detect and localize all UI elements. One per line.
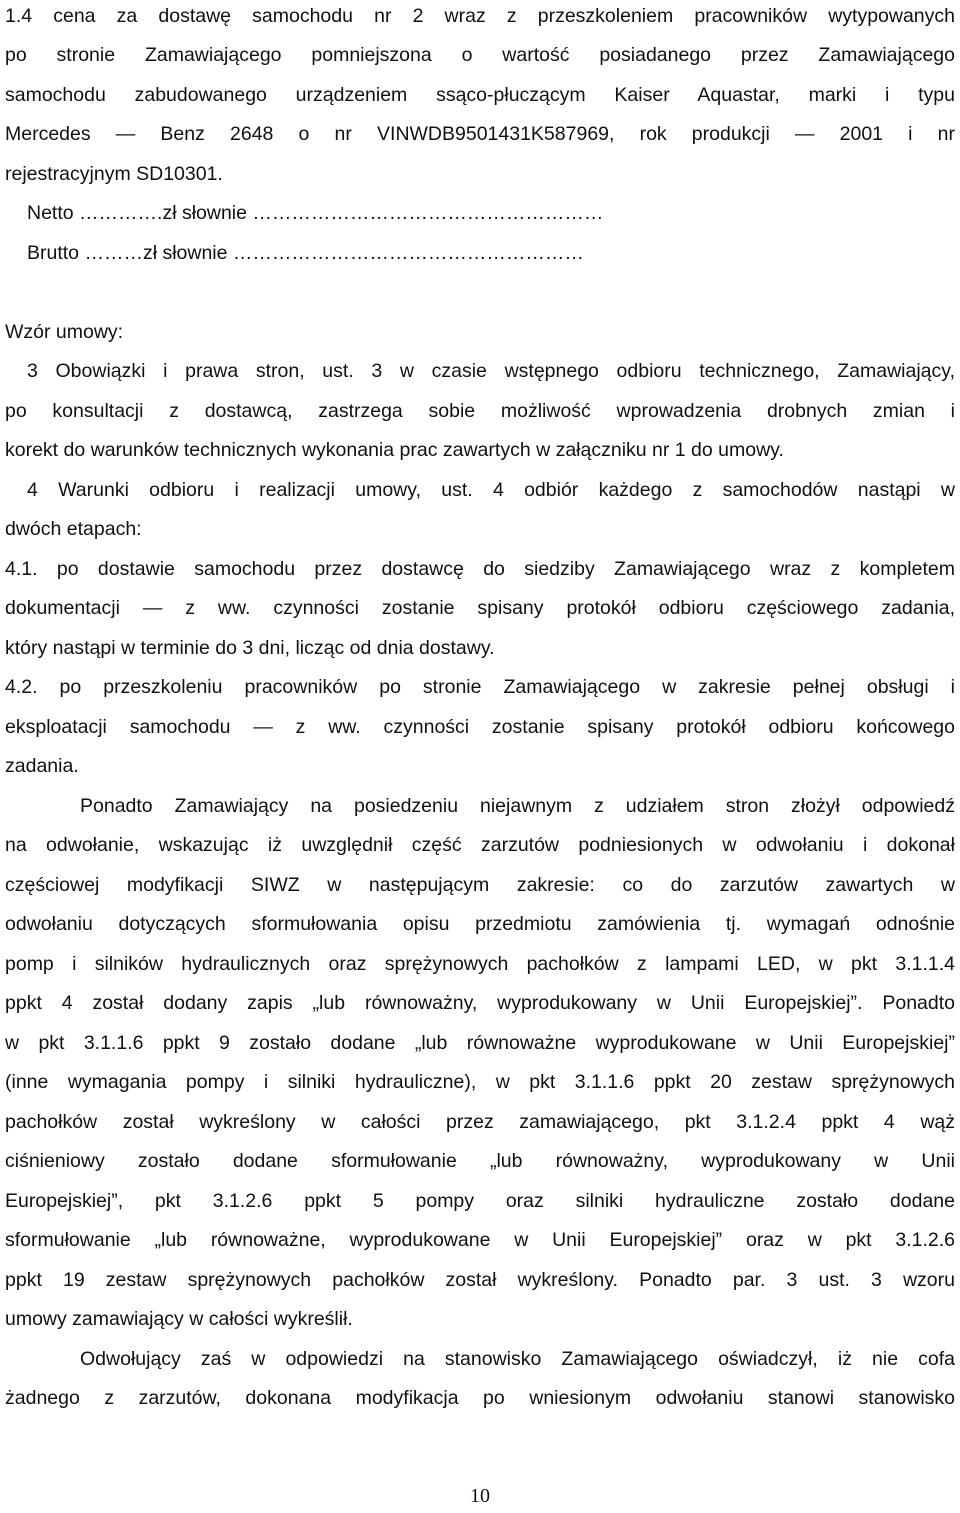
text-line: po stronie Zamawiającego pomniejszona o wartość posiadanego przez Zamawiającego (5, 44, 955, 66)
text-line: Odwołujący zaś w odpowiedzi na stanowisko Zamawiającego oświadczył, iż nie cofa (80, 1348, 955, 1370)
text-line: 4 Warunki odbioru i realizacji umowy, ust. 4 odbiór każdego z samochodów nastąpi w (27, 479, 955, 501)
text-line: pachołków został wykreślony w całości przez zamawiającego, pkt 3.1.2.4 ppkt 4 wąż (5, 1111, 955, 1133)
text-line: samochodu zabudowanego urządzeniem ssąco-płuczącym Kaiser Aquastar, marki i typu (5, 84, 955, 106)
text-line: 4.1. po dostawie samochodu przez dostawcę do siedziby Zamawiającego wraz z kompletem (5, 558, 955, 580)
text-line: 1.4 cena za dostawę samochodu nr 2 wraz z przeszkoleniem pracowników wytypowanych (5, 5, 955, 27)
text-line: 3 Obowiązki i prawa stron, ust. 3 w czasie wstępnego odbioru technicznego, Zamawiający, (27, 360, 955, 382)
section-heading: Wzór umowy: (5, 321, 124, 343)
text-line: na odwołanie, wskazując iż uwzględnił część zarzutów podniesionych w odwołaniu i dokonał (5, 834, 955, 856)
text-line: eksploatacji samochodu — z ww. czynności zostanie spisany protokół odbioru końcowego (5, 716, 955, 738)
text-line: pomp i silników hydraulicznych oraz sprężynowych pachołków z lampami LED, w pkt 3.1.1.4 (5, 953, 955, 975)
text-line: żadnego z zarzutów, dokonana modyfikacja po wniesionym odwołaniu stanowi stanowisko (5, 1387, 955, 1409)
text-line: po konsultacji z dostawcą, zastrzega sobie możliwość wprowadzenia drobnych zmian i (5, 400, 955, 422)
text-line: (inne wymagania pompy i silniki hydrauliczne), w pkt 3.1.1.6 ppkt 20 zestaw sprężynowych (5, 1071, 955, 1093)
text-line: Mercedes — Benz 2648 o nr VINWDB9501431K587969, rok produkcji — 2001 i nr (5, 123, 955, 145)
text-line: w pkt 3.1.1.6 ppkt 9 zostało dodane „lub równoważne wyprodukowane w Unii Europejskiej” (5, 1032, 955, 1054)
text-line: ciśnieniowy zostało dodane sformułowanie „lub równoważny, wyprodukowany w Unii (5, 1150, 955, 1172)
text-line: dwóch etapach: (5, 518, 142, 540)
page-number: 10 (470, 1485, 490, 1507)
brutto-line: Brutto ………zł słownie ……………………………………………… (27, 242, 584, 264)
text-line: korekt do warunków technicznych wykonania prac zawartych w załączniku nr 1 do umowy. (5, 439, 784, 461)
text-line: 4.2. po przeszkoleniu pracowników po stronie Zamawiającego w zakresie pełnej obsługi i (5, 676, 955, 698)
text-line: Europejskiej”, pkt 3.1.2.6 ppkt 5 pompy oraz silniki hydrauliczne zostało dodane (5, 1190, 955, 1212)
netto-line: Netto ………….zł słownie ……………………………………………… (27, 202, 604, 224)
text-line: dokumentacji — z ww. czynności zostanie spisany protokół odbioru częściowego zadania, (5, 597, 955, 619)
text-line: odwołaniu dotyczących sformułowania opisu przedmiotu zamówienia tj. wymagań odnośnie (5, 913, 955, 935)
text-line: częściowej modyfikacji SIWZ w następującym zakresie: co do zarzutów zawartych w (5, 874, 955, 896)
text-line: zadania. (5, 755, 79, 777)
text-line: ppkt 19 zestaw sprężynowych pachołków został wykreślony. Ponadto par. 3 ust. 3 wzoru (5, 1269, 955, 1291)
text-line: umowy zamawiający w całości wykreślił. (5, 1308, 353, 1330)
text-line: rejestracyjnym SD10301. (5, 163, 223, 185)
text-line: sformułowanie „lub równoważne, wyprodukowane w Unii Europejskiej” oraz w pkt 3.1.2.6 (5, 1229, 955, 1251)
text-line: który nastąpi w terminie do 3 dni, licząc od dnia dostawy. (5, 637, 495, 659)
text-line: Ponadto Zamawiający na posiedzeniu niejawnym z udziałem stron złożył odpowiedź (80, 795, 955, 817)
text-line: ppkt 4 został dodany zapis „lub równoważny, wyprodukowany w Unii Europejskiej”. Ponadto (5, 992, 955, 1014)
